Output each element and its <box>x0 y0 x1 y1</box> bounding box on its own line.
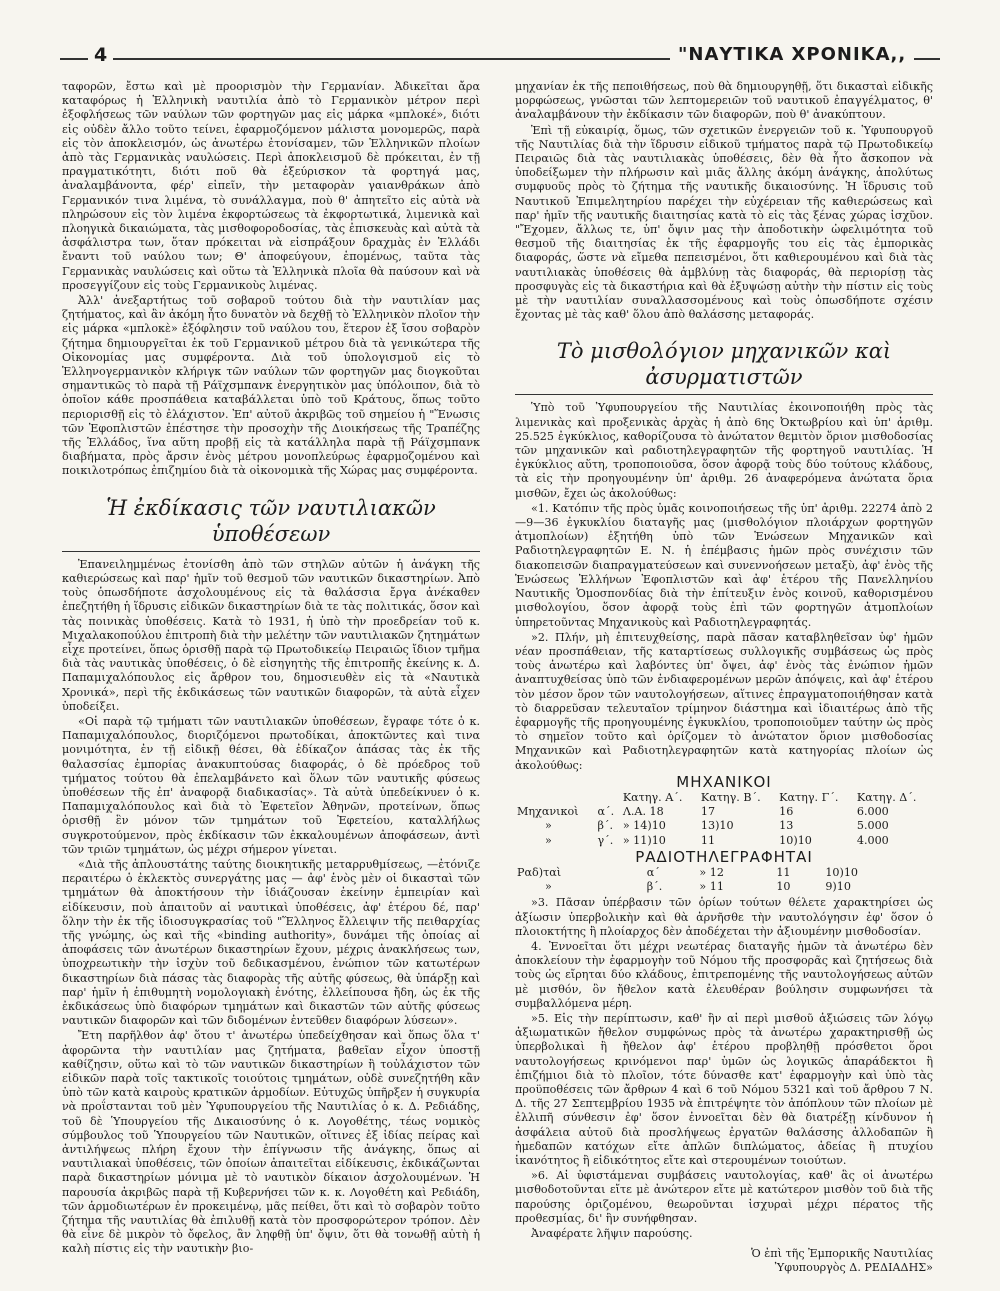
page-header <box>60 44 940 70</box>
paragraph: Ἀλλ' ἀνεξαρτήτως τοῦ σοβαροῦ τούτου διὰ τὴν ναυτιλίαν μας ζητήματος, καὶ ἂν ἀκόμη ἦτο δυνατὸν νὰ δεχθῇ τὸ Ἑλληνικὸν πλοῖον τὴν εἰς μάρκα «μπλοκὲ» ἐξόφλησιν τοῦ ναύλου του, ἕτερον ἐξ ἴσου σοβαρὸν ζήτημα δημιουργεῖται ἐκ τοῦ Γερμανικοῦ μέτρου διὰ τὰ γενικώτερα τῆς Οἰκονομίας μας συμφέροντα. Διὰ τοῦ ὑπολογισμοῦ εἰς τὸ Ἑλληνογερμανικὸν κλήριγκ τῶν ναύλων τῶν φορτηγῶν μας διογκοῦται σημαντικῶς τὸ παρὰ τῇ Ράϊχσμπανκ ἐνεργητικὸν μας ὑπόλοιπον, διὰ τὸ ὁποῖον κάθε προσπάθεια καταβάλλεται ὑπὸ τοῦ Κράτους, ὅπως τοῦτο περιορισθῇ εἰς τὸ ἐλάχιστον. Ἐπ' αὐτοῦ ἀκριβῶς τοῦ σημείου ἡ "Ἕνωσις τῶν Ἐφοπλιστῶν ἐπέστησε τὴν προσοχὴν τῆς Διοικήσεως τῆς Τραπέζης τῆς Ἑλλάδος, ἵνα αὕτη προβῇ εἰς τὰ κατάλληλα παρὰ τῇ Ράϊχσμπανκ διαβήματα, πρὸς ἄρσιν ἑνὸς μέτρου μονοπλεύρως ἐφαρμοζομένου καὶ ποικιλοτρόπως ἐπιζημίου διὰ τὰ οἰκονομικὰ τῆς Χώρας μας συμφέροντα. <box>62 294 480 478</box>
paragraph: «Οἱ παρὰ τῷ τμήματι τῶν ναυτιλιακῶν ὑποθέσεων, ἔγραφε τότε ὁ κ. Παπαμιχαλόπουλος, διοριζόμενοι πρωτοδίκαι, ἀποκτῶντες καὶ τινα μονιμότητα, ἐν τῇ εἰδικῇ θέσει, θὰ ἐδίκαζον ἁπάσας τὰς ἐκ τῆς θαλασσίας ἐμπορίας ἀνακυπτούσας διαφοράς, ὁ δὲ πρόεδρος τοῦ τμήματος τούτου θὰ ἐπελαμβάνετο καὶ ὅλων τῶν ναυτικῆς φύσεως ὑποθέσεων τῆς ἐπ' ἀναφορᾷ διαδικασίας». Τὰ αὐτὰ ὑπεδείκνυεν ὁ κ. Παπαμιχαλόπουλος καὶ διὰ τὸ Ἐφετεῖον Ἀθηνῶν, προτείνων, ὅπως ὁρισθῇ ἓν μόνον τῶν τμημάτων τοῦ Ἐφετείου, καταλλήλως συγκροτούμενον, πρὸς ἐκδίκασιν τῶν ἐκκαλουμένων ἀποφάσεων, ἀντὶ τῶν τριῶν τμημάτων, ὡς μέχρι σήμερον γίνεται. <box>62 714 480 856</box>
table-cell: » 12 <box>699 865 724 879</box>
table-cell: α΄ <box>646 865 660 879</box>
section-heading: Ἡ ἐκδίκασις τῶν ναυτιλιακῶν ὑποθέσεων <box>62 495 480 552</box>
table-cell: 10)10 <box>825 865 859 879</box>
table-cell: 11 <box>776 865 791 879</box>
table-row <box>515 805 933 819</box>
table-cell: Κατηγ. Α΄. <box>622 790 683 804</box>
table-cell: Κατηγ. Β΄. <box>700 790 761 804</box>
paragraph: «1. Κατόπιν τῆς πρὸς ὑμᾶς κοινοποιήσεως τῆς ὑπ' ἀριθμ. 22274 ἀπὸ 2—9—36 ἐγκυκλίου διαταγῆς μας (μισθολόγιον πλοιάρχων φορτηγῶν ἀτμοπλοίων) ἐξητήθη ὑπὸ τῶν Ἑνώσεων Μηχανικῶν καὶ Ραδιοτηλεγραφητῶν Ε. Ν. ἡ ἐπέμβασις ἡμῶν πρὸς συνέχισιν τῶν διακοπεισῶν διαπραγματεύσεων καὶ συνεννοήσεων μεταξὺ, ἀφ' ἑνὸς τῆς Ἑνώσεως Ἑλλήνων Ἐφοπλιστῶν καὶ ἀφ' ἑτέρου τῆς Πανελληνίου Ναυτικῆς Ὁμοσπονδίας διὰ τὴν ἐπίτευξιν ἑνὸς κοινοῦ, καθορισμένου μισθολογίου, ὅσον ἀφορᾷ τοὺς ἐπὶ τῶν φορτηγῶν ἀτμοπλοίων ὑπηρετοῦντας Μηχανικοὺς καὶ Ραδιοτηλεγραφητάς. <box>515 501 933 629</box>
table-cell: γ΄. <box>597 833 614 847</box>
table-cell <box>515 791 595 805</box>
paragraph: »3. Πᾶσαν ὑπέρβασιν τῶν ὁρίων τούτων θέλετε χαρακτηρίσει ὡς ἀξίωσιν ὑπερβολικὴν καὶ θὰ ἀρνῆσθε τὴν ναυτολόγησιν ἐφ' ὅσον ὁ πλοιοκτήτης ἢ πλοίαρχος δὲν ἀποδέχεται τὴν ἀξιουμένην μισθοδοσίαν. <box>515 896 933 938</box>
table-cell: » <box>545 833 552 847</box>
paragraph: »5. Εἰς τὴν περίπτωσιν, καθ' ἣν αἱ περὶ μισθοῦ ἀξιώσεις τῶν λόγῳ ἀξιωματικῶν ἤθελον συμφώνως πρὸς τὰ ἀνωτέρω χαρακτηρισθῇ ὡς ὑπερβολικαὶ ἢ ἤθελον ἀφ' ἑτέρου προβληθῇ πρόσθετοι ὅροι ναυτολογήσεως κρινόμενοι παρ' ὑμῶν ὡς λογικῶς ἀπαράδεκτοι ἢ ἐπιζήμιοι διὰ τὸ πλοῖον, τότε δύνασθε κατ' ἐφαρμογὴν καὶ ὑπὸ τὰς προϋποθέσεις τῶν ἄρθρων 4 καὶ 6 τοῦ Νόμου 5321 καὶ τοῦ ἄρθρου 7 Ν. Δ. τῆς 27 Σεπτεμβρίου 1935 νὰ ἐπιτρέψητε τὸν ἀπόπλουν τῶν πλοίων μὲ ἐλλιπῆ σύνθεσιν ἐφ' ὅσον ἐννοεῖται δὲν θὰ διατρέξῃ κίνδυνον ἡ ἀσφάλεια αὐτοῦ διὰ προσλήψεως ἐργατῶν θαλάσσης ἀλλοδαπῶν ἢ ἡμεδαπῶν κατόχων εἴτε ἀπλῶν διπλώματος, ἀδείας ἢ πτυχίου ἱκανότητος ἢ εἰδικότητος εἴτε καὶ στερουμένων τοιούτων. <box>515 1011 933 1168</box>
table-cell: 17 <box>700 805 716 819</box>
table-cell: » 14)10 <box>622 819 666 833</box>
table-cell <box>922 880 933 894</box>
table-cell: 16 <box>779 805 794 819</box>
table-cell: 4.000 <box>856 833 889 847</box>
paragraph: Ἀναφέρατε λῆψιν παρούσης. <box>531 1227 693 1241</box>
paragraph: »6. Αἱ ὑφιστάμεναι συμβάσεις ναυτολογίας, καθ' ἃς οἱ ἀνωτέρω μισθοδοτοῦνται εἴτε μὲ ἀνώτερον εἴτε μὲ κατώτερον μισθὸν τοῦ διὰ τῆς παρούσης ὁριζομένου, θεωροῦνται ἰσχυραὶ μέχρι πέρατος τῆς προθεσμίας, δι' ἣν συνήφθησαν. <box>515 1169 933 1225</box>
left-column <box>62 80 480 1280</box>
radio-table-title: ΡΑΔΙΟΤΗΛΕΓΡΑΦΗΤΑΙ <box>635 847 813 866</box>
table-cell <box>595 791 620 805</box>
paragraph: «Διὰ τῆς ἁπλουστάτης ταύτης διοικητικῆς μεταρρυθμίσεως, —ἐτόνιζε περαιτέρω ὁ ἐκλεκτὸς συνεργάτης μας — ἀφ' ἑνὸς μὲν οἱ δικασταὶ τῶν τμημάτων θὰ ἀποκτήσουν τὴν ἰδιάζουσαν ἐκείνην ἐμπειρίαν καὶ εἰδίκευσιν, ποὺ ἀπαιτοῦν αἱ ναυτικαὶ ὑποθέσεις, ἀφ' ἑτέρου δέ, παρ' ὅλην τὴν ἐκ τῆς ἰδιοσυγκρασίας τοῦ "Ἕλληνος ἔλλειψιν τῆς πειθαρχίας τῆς γνώμης, ὡς καὶ τῆς «binding authority», δυνάμει τῆς ὁποίας αἱ ἀποφάσεις τῶν ἀνωτέρων δικαστηρίων ἔχουν, μέχρις ἀνακλήσεως των, ὑποχρεωτικὴν τὴν ἰσχὺν τοῦ δεδικασμένου, ἐνώπιον τῶν κατωτέρων δικαστηρίων διὰ πάσας τὰς διαφορὰς τῆς αὐτῆς φύσεως, θὰ ὑπάρξῃ καὶ παρ' ἡμῖν ἡ ἐπιθυμητὴ νομολογιακὴ ἑνότης, ἐλλείπουσα ἤδη, ὡς ἐκ τῆς ἐκδικάσεως ὑπὸ διαφόρων τμημάτων καὶ δικαστῶν τῶν αὐτῆς φύσεως ναυτικῶν διαφορῶν καὶ τῶν διδομένων ἐντεῦθεν διαφόρων λύσεων». <box>62 857 480 1028</box>
table-cell: Λ.Α. 18 <box>622 805 664 819</box>
paragraph: Ἐπὶ τῇ εὐκαιρίᾳ, ὅμως, τῶν σχετικῶν ἐνεργειῶν τοῦ κ. Ὑφυπουργοῦ τῆς Ναυτιλίας διὰ τὴν ἵδρυσιν εἰδικοῦ τμήματος παρὰ τῷ Πρωτοδικείῳ Πειραιῶς διὰ τὰς ναυτιλιακὰς ὑποθέσεις, δὲν θὰ ἦτο ἄσκοπον νὰ ὑποδείξωμεν τὴν πλήρωσιν καὶ μιᾶς ἄλλης ἀκόμη ἀνάγκης, ἀπολύτως συμφυοῦς πρὸς τὸ ζήτημα τῆς ναυτικῆς δικαιοσύνης. Ἡ ἵδρυσις τοῦ Ναυτικοῦ Ἐπιμελητηρίου παρέχει τὴν εὐχέρειαν τῆς καθιερώσεως καὶ παρ' ἡμῖν τῆς ναυτικῆς διαιτησίας κατὰ τὸ εἰς τὰς ξένας χώρας ἰσχῦον. "Ἔχομεν, ἄλλως τε, ὑπ' ὄψιν μας τὴν ἀποδοτικὴν ὠφελιμότητα τοῦ θεσμοῦ τῆς διαιτησίας ἐκ τῆς ἐφαρμογῆς του εἰς τὰς ἐμπορικὰς διαφοράς, ὥστε νὰ εἴμεθα πεπεισμένοι, ὅτι καθιερουμένου καὶ διὰ τὰς ναυτιλιακὰς ὑποθέσεις θὰ ἀμβλύνῃ τὰς διαφοράς, θὰ περιορίσῃ τὰς προσφυγὰς εἰς τὰ δικαστήρια καὶ θὰ ἐξυψώσῃ αὐτὴν τὴν πίστιν εἰς τοὺς μὲ τὴν ναυτιλίαν συναλλασσομένους καὶ τοὺς ὁπωσδήποτε σχέσιν ἔχοντας μὲ τὰς καθ' ὅλου ἀπὸ θαλάσσης μεταφοράς. <box>515 123 933 322</box>
table-cell: α΄. <box>597 805 615 819</box>
right-column <box>515 80 933 1280</box>
paragraph: Ὑπὸ τοῦ Ὑφυπουργείου τῆς Ναυτιλίας ἐκοινοποιήθη πρὸς τὰς λιμενικὰς καὶ προξενικὰς ἀρχὰς ἡ ἀπὸ 6ης Ὀκτωβρίου καὶ ὑπ' ἀριθμ. 25.525 ἐγκύκλιος, καθορίζουσα τὸ ἀνώτατον θεμιτὸν ὅριον μισθοδοσίας τῶν μηχανικῶν καὶ ραδιοτηλεγραφητῶν τῆς φορτηγοῦ ναυτιλίας. Ἡ ἐγκύκλιος αὕτη, τροποποιοῦσα, ὅσον ἀφορᾷ τοὺς δύο τούτους κλάδους, τὰ εἰς τὴν προηγουμένην ὑπ' ἀριθμ. 26 ἀναφερόμενα ἀνώτατα ὅρια μισθῶν, ἔχει ὡς ἀκολούθως: <box>515 401 933 500</box>
table-cell: Μηχανικοὶ <box>517 805 579 819</box>
table-header-row <box>515 791 933 805</box>
table-row <box>515 866 933 880</box>
table-cell: Κατηγ. Γ΄. <box>779 790 839 804</box>
table-cell: Κατηγ. Δ΄. <box>856 790 917 804</box>
paragraph: Ἐπανειλημμένως ἐτονίσθη ἀπὸ τῶν στηλῶν αὐτῶν ἡ ἀνάγκη τῆς καθιερώσεως καὶ παρ' ἡμῖν τοῦ θεσμοῦ τῶν ναυτικῶν δικαστηρίων. Ἀπὸ τοὺς ὁπωσδήποτε ἀσχολουμένους εἰς τὰ θαλάσσια ἔργα ἀνέκαθεν ἐπεζητήθη ἡ ἵδρυσις εἰδικῶν δικαστηρίων διὰ τε τὰς πολιτικάς, ὅσον καὶ τὰς ποινικὰς ὑποθέσεις. Κατὰ τὸ 1931, ἡ ὑπὸ τὴν προεδρείαν τοῦ κ. Μιχαλακοπούλου ἐπιτροπὴ διὰ τὴν μελέτην τῶν ναυτιλιακῶν ζητημάτων εἶχε προτείνει, ὅπως ὁρισθῇ παρὰ τῷ Πρωτοδικείῳ Πειραιῶς ἴδιον τμῆμα διὰ τὰς ναυτικὰς ὑποθέσεις, ὁ δὲ εἰσηγητὴς τῆς ἐπιτροπῆς ἐκείνης κ. Δ. Παπαμιχαλόπουλος εἰς ἄρθρον του, δημοσιευθὲν εἰς τὰ «Ναυτικὰ Χρονικά», περὶ τῆς ἐκδικάσεως τῶν ναυτικῶν διαφορῶν, τὰ αὐτὰ εἶχεν ὑποδείξει. <box>62 557 480 713</box>
table-cell: » <box>545 819 552 833</box>
table-cell: 5.000 <box>856 819 889 833</box>
page-number: 4 <box>88 44 113 66</box>
table-cell: » 11)10 <box>622 833 666 847</box>
journal-title: "ΝΑΥΤΙΚΑ ΧΡΟΝΙΚΑ,, <box>670 44 914 65</box>
mechanics-salary-table <box>515 791 933 848</box>
paragraph: »2. Πλήν, μὴ ἐπιτευχθείσης, παρὰ πᾶσαν καταβληθεῖσαν ὑφ' ἡμῶν νέαν προσπάθειαν, τῆς καταρτίσεως συλλογικῆς συμβάσεως ὡς πρὸς τοὺς ἀνωτέρω καὶ λαβόντες ὑπ' ὄψει, ἀφ' ἑνὸς τὰς ἐνώπιον ἡμῶν ἀναπτυχθείσας ὑπὸ τῶν ἐνδιαφερομένων μερῶν ἀπόψεις, καὶ ἀφ' ἑτέρου τὸν μέσον ὅρον τῶν ναυτολογήσεων, αἵτινες ἐπραγματοποιήθησαν κατὰ τὸ διαρρεῦσαν τελευταῖον τρίμηνον διάστημα καὶ ἰδιαιτέρως ἀπὸ τῆς ἐφαρμογῆς τῆς προηγουμένης ἐγκυκλίου, τροποποιοῦμεν ταύτην ὡς πρὸς τὸ σημεῖον τοῦτο καὶ ὁρίζομεν τὸ ἀνώτατον ὅριον μισθοδοσίας Μηχανικῶν καὶ Ραδιοτηλεγραφητῶν κατὰ κατηγορίας πλοίων ὡς ἀκολούθως: <box>515 630 933 772</box>
table-row <box>515 834 933 848</box>
mechanics-table-title: ΜΗΧΑΝΙΚΟΙ <box>676 772 772 791</box>
table-cell: » 11 <box>699 880 724 894</box>
signature-line: Ὁ ἐπὶ τῆς Ἐμπορικῆς Ναυτιλίας <box>751 1247 933 1261</box>
section-heading: Τὸ μισθολόγιον μηχανικῶν καὶ ἀσυρματιστῶν <box>515 338 933 395</box>
table-cell: 6.000 <box>856 805 889 819</box>
table-cell: β΄. <box>646 880 663 894</box>
table-cell: 10)10 <box>779 833 812 847</box>
table-cell <box>922 866 933 880</box>
table-cell: » <box>545 880 552 894</box>
table-cell: 10 <box>776 880 791 894</box>
signature-block <box>515 1247 933 1275</box>
radio-salary-table <box>515 866 933 894</box>
table-cell: 9)10 <box>825 880 851 894</box>
table-cell: Ραδ)ταὶ <box>517 865 562 879</box>
table-cell: 11 <box>700 833 716 847</box>
paragraph: Ἔτη παρῆλθον ἀφ' ὅτου τ' ἀνωτέρω ὑπεδείχθησαν καὶ ὅπως ὅλα τ' ἀφορῶντα τὴν ναυτιλίαν μας ζητήματα, βαθεῖαν εἶχον ὑποστῇ καθίζησιν, οὕτω καὶ τὸ τῶν ναυτικῶν δικαστηρίων ἢ τοὐλάχιστον τῶν εἰδικῶν παρὰ τοῖς τακτικοῖς τοιούτοις τμημάτων, οὐδὲ συνεζητήθη κἂν ὑπὸ τῶν κατὰ καιροὺς κρατικῶν ἁρμοδίων. Εὐτυχῶς ὑπῆρξεν ἡ συγκυρία νὰ προΐστανται τοῦ μὲν Ὑφυπουργείου τῆς Ναυτιλίας ὁ κ. Δ. Ρεδιάδης, τοῦ δὲ Ὑπουργείου τῆς Δικαιοσύνης ὁ κ. Λογοθέτης, τέως νομικὸς σύμβουλος τοῦ Ὑπουργείου τῶν Ναυτικῶν, οἵτινες ἐξ ἰδίας πείρας καὶ ἀντιλήψεως πλήρη ἔχουν τὴν ἐπίγνωσιν τῆς ἀνάγκης, ὅπως αἱ ναυτιλιακαὶ ὑποθέσεις, τῶν ὁποίων ἀπαιτεῖται εἰδίκευσις, ἐκδικάζωνται παρὰ δικαστηρίων μόνιμα μὲ τὸ ναυτικὸν δίκαιον ἀσχολουμένων. Ἡ παρουσία ἀκριβῶς παρὰ τῇ Κυβερνήσει τῶν κ. κ. Λογοθέτη καὶ Ρεδιάδη, τῶν ἁρμοδιωτέρων ἐν προκειμένῳ, μᾶς πείθει, ὅτι καὶ τὸ σοβαρὸν τοῦτο ζήτημα τῆς ναυτιλίας θὰ ἐπιλυθῇ κατὰ τὸν προσφορώτερον τρόπον. Δὲν θὰ εἶνε δὲ μικρὸν τὸ ὄφελος, ἂν ληφθῇ ὑπ' ὄψιν, ὅτι θὰ τονωθῇ αὐτὴ ἡ καλὴ πίστις εἰς τὴν ναυτικὴν βιο- <box>62 1029 480 1256</box>
table-row <box>515 819 933 833</box>
table-cell: 13 <box>779 819 794 833</box>
paragraph: 4. Ἐννοεῖται ὅτι μέχρι νεωτέρας διαταγῆς ἡμῶν τὰ ἀνωτέρω δὲν ἀποκλείουν τὴν ἐφαρμογὴν τοῦ Νόμου τῆς προσφορᾶς καὶ ζητήσεως διὰ τοὺς ὡς εἴρηται δύο κλάδους, ἐπιτρεπομένης τῆς ναυτολογήσεως αὐτῶν μὲ μισθόν, ὃν ἤθελον κατὰ ἐλευθέραν βούλησιν συμφωνήσει τὰ συμβαλλόμενα μέρη. <box>515 939 933 1010</box>
paragraph: ταφορῶν, ἔστω καὶ μὲ προορισμὸν τὴν Γερμανίαν. Ἀδικεῖται ἄρα καταφόρως ἡ Ἑλληνικὴ ναυτιλία ἀπὸ τὸ Γερμανικὸν μέτρον περὶ ἐξοφλήσεως τῶν ναύλων τῶν φορτηγῶν μας εἰς μάρκα «μπλοκέ», διότι εἰς οὐδὲν ἄλλο τοῦτο τείνει, ἐφαρμοζόμενον μάλιστα μονομερῶς, παρὰ εἰς τὸν ἀποκλεισμόν, ὡς ἀνωτέρω ἐτονίσαμεν, τῶν Ἑλληνικῶν πλοίων ἀπὸ τὰς Γερμανικὰς ναυλώσεις. Περὶ ἀποκλεισμοῦ δὲ πρόκειται, ἐν τῇ πραγματικότητι, διότι ποῦ θὰ ἐξεύρισκον τὰ φορτηγά μας, ἀναλαμβάνοντα, φέρ' εἰπεῖν, τὴν μεταφορὰν γαιανθράκων ἀπὸ Γερμανικόν τινα λιμένα, τὸ συνάλλαγμα, ποὺ θ' ἀπητεῖτο εἰς αὐτὰ νὰ πληρώσουν εἰς τὸν λιμένα ἐκφορτώσεως τὰ ἐκφορτωτικά, λιμενικὰ καὶ πλοηγικὰ δικαιώματα, τὰς μισθοφοροδοσίας, τὰς ἐπισκευὰς καὶ αὐτὰ τὰ ἀσφάλιστρα των, ὅταν πρόκειται νὰ εἰσπράξουν δραχμὰς ἐν Ἑλλάδι ἔναντι τοῦ ναύλου των; Θ' ἀποφεύγουν, ἑπομένως, ταῦτα τὰς Γερμανικὰς ναυλώσεις καὶ οὕτω τὰ Ἑλληνικὰ πλοῖα θὰ παύσουν καὶ νὰ προσεγγίζουν εἰς τοὺς Γερμανικοὺς λιμένας. <box>62 80 480 292</box>
table-cell: β΄. <box>597 819 614 833</box>
table-cell: 13)10 <box>700 819 734 833</box>
paragraph: μηχανίαν ἐκ τῆς πεποιθήσεως, ποὺ θὰ δημιουργηθῇ, ὅτι δικασταὶ εἰδικῆς μορφώσεως, γνῶσται τῶν λεπτομερειῶν τοῦ ναυτικοῦ ἐπαγγέλματος, θ' ἀναλαμβάνουν τὴν ἐκδίκασιν τῶν διαφορῶν, ποὺ θ' ἀνακύπτουν. <box>515 80 933 122</box>
signature-line: Ὑφυπουργὸς Δ. ΡΕΔΙΑΔΗΣ» <box>774 1261 933 1275</box>
table-row <box>515 880 933 894</box>
